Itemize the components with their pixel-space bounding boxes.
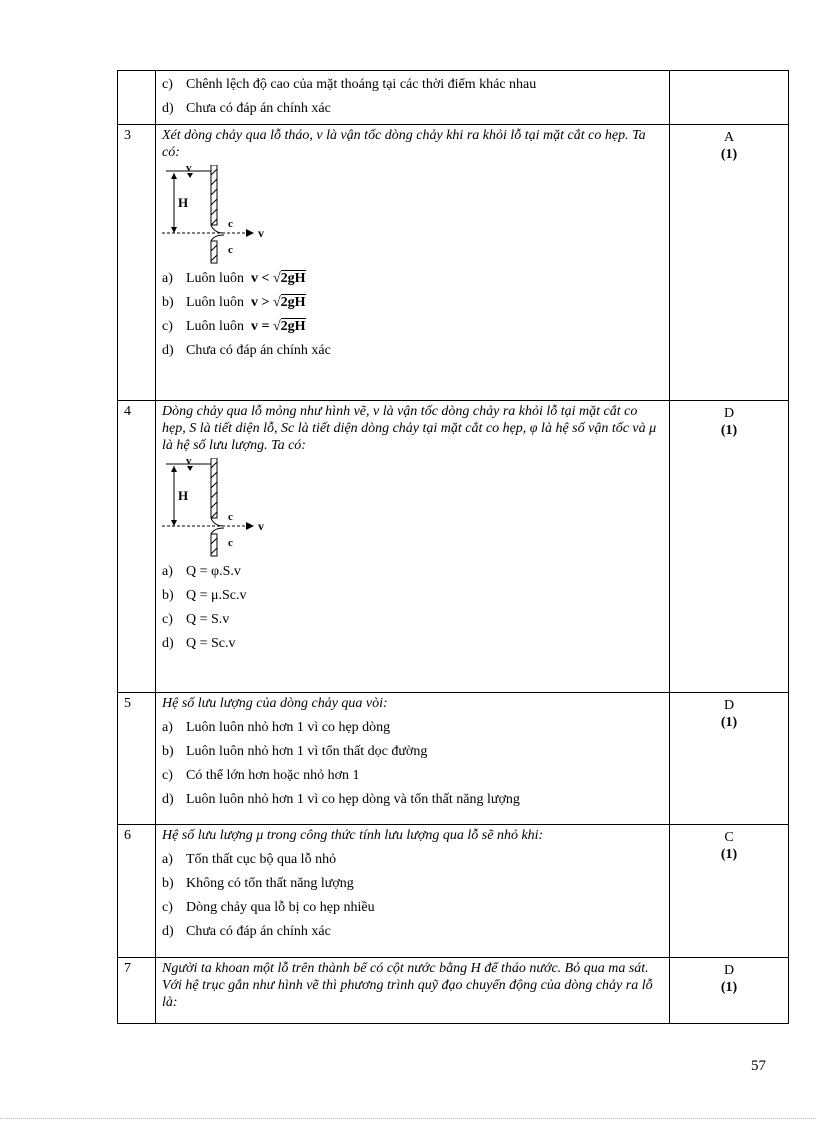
- h-label: H: [178, 488, 189, 503]
- option: b) Luôn luôn v > √2gH: [162, 295, 306, 311]
- question-stem: Người ta khoan một lỗ trên thành bể có cột nước bằng H để tháo nước. Bỏ qua ma sát. Với hệ trục gắn như hình vẽ thì phương trình quỹ đạo chuyển động của dòng chảy ra lỗ là:: [162, 961, 653, 1010]
- option: a) Luôn luôn nhỏ hơn 1 vì co hẹp dòng: [162, 720, 391, 735]
- page-bottom-divider: [0, 1118, 816, 1119]
- option: d) Chưa có đáp án chính xác: [162, 343, 331, 358]
- question-body: [156, 825, 670, 958]
- c-label: c: [228, 218, 233, 230]
- answer-points: (1): [720, 847, 738, 862]
- option: d) Q = Sc.v: [162, 636, 236, 651]
- question-body: [156, 693, 670, 825]
- table-row: [118, 958, 789, 1024]
- v-label: v: [186, 458, 192, 467]
- table-row: [118, 401, 789, 693]
- question-stem: Hệ số lưu lượng của dòng chảy qua vòi:: [162, 696, 388, 711]
- orifice-diagram: [162, 458, 669, 558]
- answer-letter: C: [724, 830, 734, 845]
- answer-cell: [670, 401, 789, 693]
- answer-points: (1): [720, 715, 738, 730]
- option: c) Chênh lệch độ cao của mặt thoáng tại các thời điểm khác nhau: [162, 77, 537, 92]
- answer-points: (1): [720, 980, 738, 995]
- question-stem: Hệ số lưu lượng μ trong công thức tính lưu lượng qua lỗ sẽ nhỏ khi:: [162, 828, 544, 843]
- c-label: c: [228, 244, 233, 256]
- table-row: [118, 125, 789, 401]
- answer-letter: D: [723, 406, 735, 421]
- option: d) Chưa có đáp án chính xác: [162, 924, 331, 939]
- page-number: 57: [751, 1058, 766, 1074]
- option: b) Q = μ.Sc.v: [162, 588, 247, 603]
- question-body: [156, 958, 670, 1024]
- table-row: [118, 71, 789, 125]
- c-label: c: [228, 537, 233, 549]
- orifice-diagram: [162, 165, 669, 265]
- option: c) Có thể lớn hơn hoặc nhỏ hơn 1: [162, 768, 360, 783]
- answer-cell: [670, 71, 789, 125]
- v-label: v: [258, 519, 264, 533]
- table-row: [118, 825, 789, 958]
- answer-cell: [670, 693, 789, 825]
- question-body: [156, 125, 670, 401]
- v-label: v: [186, 165, 192, 174]
- option: a) Luôn luôn v < √2gH: [162, 271, 306, 287]
- question-stem: Xét dòng chảy qua lỗ tháo, v là vận tốc dòng chảy khi ra khỏi lỗ tại mặt cắt co hẹp. Ta có:: [162, 128, 646, 160]
- answer-letter: A: [723, 130, 735, 145]
- answer-letter: D: [723, 698, 735, 713]
- question-number-cell: [118, 71, 156, 125]
- question-number: 7: [118, 958, 156, 1024]
- option: d) Chưa có đáp án chính xác: [162, 101, 331, 116]
- question-number: 5: [118, 693, 156, 825]
- h-label: H: [178, 195, 189, 210]
- option: b) Luôn luôn nhỏ hơn 1 vì tổn thất dọc đường: [162, 744, 428, 759]
- answer-letter: D: [723, 963, 735, 978]
- question-number: 6: [118, 825, 156, 958]
- table-row: [118, 693, 789, 825]
- option: c) Q = S.v: [162, 612, 230, 627]
- question-number: 4: [118, 401, 156, 693]
- v-label: v: [258, 226, 264, 240]
- question-number: 3: [118, 125, 156, 401]
- question-body: [156, 401, 670, 693]
- option: c) Luôn luôn v = √2gH: [162, 319, 306, 335]
- option: a) Tổn thất cục bộ qua lỗ nhỏ: [162, 852, 337, 867]
- question-body: [156, 71, 670, 125]
- option: c) Dòng chảy qua lỗ bị co hẹp nhiều: [162, 900, 375, 915]
- answer-cell: [670, 958, 789, 1024]
- answer-cell: [670, 125, 789, 401]
- option: a) Q = φ.S.v: [162, 564, 241, 579]
- answer-cell: [670, 825, 789, 958]
- answer-points: (1): [720, 147, 738, 162]
- question-table: [117, 70, 789, 1024]
- option: b) Không có tổn thất năng lượng: [162, 876, 354, 891]
- question-stem: Dòng chảy qua lỗ mỏng như hình vẽ, v là vận tốc dòng chảy ra khỏi lỗ tại mặt cắt co hẹp, S là tiết diện lỗ, Sc là tiết diện dòng chảy tại mặt cắt co hẹp, φ là hệ số vận tốc và μ là hệ số lưu lượng. Ta có:: [162, 404, 657, 453]
- answer-points: (1): [720, 423, 738, 438]
- c-label: c: [228, 511, 233, 523]
- option: d) Luôn luôn nhỏ hơn 1 vì co hẹp dòng và tổn thất năng lượng: [162, 792, 520, 807]
